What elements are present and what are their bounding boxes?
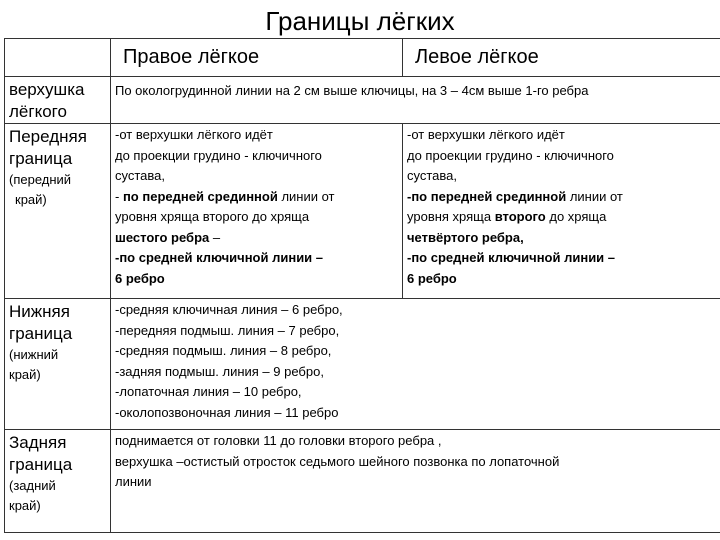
anterior-border-row [5, 124, 720, 299]
lower-border-text: -средняя ключичная линия – 6 ребро, -передняя подмыш. линия – 7 ребро, -средняя подмыш. линия – 8 ребро, -задняя подмыш. линия – 9 ребро, -лопаточная линия – 10 ребро, -околопозвоночная линия – 11 ребро [111, 299, 403, 430]
posterior-border-row [5, 430, 720, 533]
header-left-lung: Левое лёгкое [403, 39, 720, 77]
lower-border-empty [403, 299, 720, 430]
anterior-border-label: Передняя граница (передний край) [5, 124, 111, 299]
lower-border-row [5, 299, 720, 430]
posterior-border-label: Задняя граница (задний край) [5, 430, 111, 533]
header-row [5, 39, 720, 77]
anterior-border-left: -от верхушки лёгкого идёт до проекции грудино - ключичного сустава, -по передней срединной линии от уровня хряща второго до хряща четвёртого ребра, -по средней ключичной линии – 6 ребро [403, 124, 720, 299]
lower-border-label: Нижняя граница (нижний край) [5, 299, 111, 430]
apex-row [5, 77, 720, 124]
page-title: Границы лёгких [265, 6, 455, 36]
lung-borders-table [4, 38, 720, 533]
header-empty-cell [5, 39, 111, 77]
apex-text: По окологрудинной линии на 2 см выше ключицы, на 3 – 4см выше 1-го ребра [111, 77, 720, 124]
posterior-border-text: поднимается от головки 11 до головки второго ребра , верхушка –остистый отросток седьмого шейного позвонка по лопаточной линии [111, 430, 720, 533]
header-right-lung: Правое лёгкое [111, 39, 403, 77]
apex-label: верхушка лёгкого [5, 77, 111, 124]
anterior-border-right: -от верхушки лёгкого идёт до проекции грудино - ключичного сустава, - по передней срединной линии от уровня хряща второго до хряща шестого ребра – -по средней ключичной линии – 6 ребро [111, 124, 403, 299]
